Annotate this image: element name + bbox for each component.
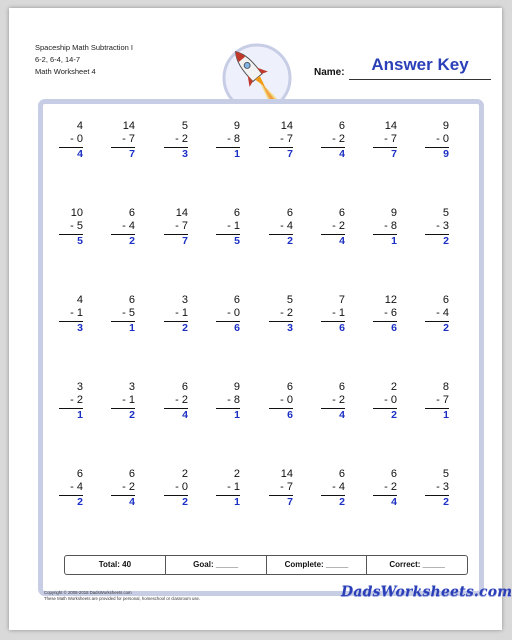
subtraction-problem bbox=[373, 207, 397, 248]
subtrahend: - 7 bbox=[122, 133, 135, 145]
answer: 2 bbox=[129, 235, 135, 247]
answer: 1 bbox=[77, 409, 83, 421]
copyright-line-2: These Math Worksheets are provided for personal, homeschool or classroom use. bbox=[44, 596, 201, 601]
minuend: 7 bbox=[338, 294, 345, 306]
minuend: 6 bbox=[338, 120, 345, 132]
minuend: 14 bbox=[280, 120, 293, 132]
subtrahend: - 7 bbox=[280, 481, 293, 493]
answer: 3 bbox=[182, 148, 188, 160]
answer: 2 bbox=[443, 496, 449, 508]
subtraction-problem bbox=[111, 207, 135, 248]
minuend: 6 bbox=[338, 468, 345, 480]
subtrahend: - 7 bbox=[436, 394, 449, 406]
answer: 4 bbox=[339, 409, 345, 421]
subtraction-problem bbox=[216, 381, 240, 422]
subtrahend: - 1 bbox=[70, 307, 83, 319]
answer: 6 bbox=[287, 409, 293, 421]
subtraction-problem bbox=[269, 468, 293, 509]
complete-cell: Complete: _____ bbox=[267, 556, 368, 574]
answer: 1 bbox=[234, 409, 240, 421]
answer: 4 bbox=[129, 496, 135, 508]
subtrahend: - 3 bbox=[436, 220, 449, 232]
subtraction-problem bbox=[321, 294, 345, 335]
minuend: 3 bbox=[181, 294, 188, 306]
subtraction-problem bbox=[269, 294, 293, 335]
subtrahend: - 0 bbox=[384, 394, 397, 406]
answer: 3 bbox=[77, 322, 83, 334]
problem-row bbox=[47, 120, 475, 207]
subtraction-problem bbox=[59, 294, 83, 335]
answer: 2 bbox=[391, 409, 397, 421]
minuend: 6 bbox=[233, 294, 240, 306]
minuend: 14 bbox=[384, 120, 397, 132]
worksheet-title: Spaceship Math Subtraction I bbox=[35, 43, 133, 52]
subtrahend: - 7 bbox=[280, 133, 293, 145]
minuend: 4 bbox=[76, 120, 83, 132]
total-cell: Total: 40 bbox=[65, 556, 166, 574]
name-line bbox=[349, 79, 491, 80]
subtraction-problem bbox=[373, 468, 397, 509]
subtrahend: - 5 bbox=[122, 307, 135, 319]
subtraction-problem bbox=[269, 120, 293, 161]
subtrahend: - 7 bbox=[384, 133, 397, 145]
subtrahend: - 2 bbox=[175, 394, 188, 406]
subtrahend: - 0 bbox=[175, 481, 188, 493]
minuend: 6 bbox=[181, 381, 188, 393]
subtrahend: - 2 bbox=[384, 481, 397, 493]
subtrahend: - 5 bbox=[70, 220, 83, 232]
minuend: 5 bbox=[181, 120, 188, 132]
subtraction-problem bbox=[321, 120, 345, 161]
minuend: 5 bbox=[442, 207, 449, 219]
minuend: 6 bbox=[286, 207, 293, 219]
answer: 2 bbox=[339, 496, 345, 508]
copyright bbox=[44, 590, 200, 602]
subtrahend: - 2 bbox=[175, 133, 188, 145]
minuend: 9 bbox=[442, 120, 449, 132]
subtrahend: - 0 bbox=[436, 133, 449, 145]
answer: 4 bbox=[77, 148, 83, 160]
problem-row bbox=[47, 294, 475, 381]
answer: 1 bbox=[443, 409, 449, 421]
minuend: 3 bbox=[128, 381, 135, 393]
answer: 6 bbox=[391, 322, 397, 334]
subtraction-problem bbox=[59, 207, 83, 248]
subtrahend: - 4 bbox=[122, 220, 135, 232]
worksheet-header bbox=[35, 42, 133, 78]
minuend: 14 bbox=[122, 120, 135, 132]
minuend: 6 bbox=[286, 381, 293, 393]
answer: 4 bbox=[182, 409, 188, 421]
subtraction-problem bbox=[321, 468, 345, 509]
problem-row bbox=[47, 468, 475, 555]
answer: 6 bbox=[339, 322, 345, 334]
subtrahend: - 0 bbox=[227, 307, 240, 319]
subtraction-problem bbox=[425, 207, 449, 248]
answer: 1 bbox=[234, 496, 240, 508]
answer-key-label: Answer Key bbox=[371, 55, 469, 74]
subtraction-problem bbox=[216, 468, 240, 509]
answer: 6 bbox=[234, 322, 240, 334]
subtraction-problem bbox=[164, 381, 188, 422]
minuend: 9 bbox=[233, 120, 240, 132]
subtraction-problem bbox=[59, 120, 83, 161]
minuend: 6 bbox=[128, 468, 135, 480]
subtrahend: - 1 bbox=[227, 481, 240, 493]
minuend: 14 bbox=[175, 207, 188, 219]
answer: 2 bbox=[443, 322, 449, 334]
answer: 1 bbox=[391, 235, 397, 247]
minuend: 9 bbox=[390, 207, 397, 219]
answer: 2 bbox=[182, 496, 188, 508]
subtrahend: - 0 bbox=[70, 133, 83, 145]
answer: 2 bbox=[443, 235, 449, 247]
subtrahend: - 4 bbox=[70, 481, 83, 493]
subtraction-problem bbox=[59, 468, 83, 509]
minuend: 6 bbox=[390, 468, 397, 480]
answer: 7 bbox=[182, 235, 188, 247]
answer: 4 bbox=[339, 235, 345, 247]
minuend: 12 bbox=[384, 294, 397, 306]
worksheet-number: Math Worksheet 4 bbox=[35, 67, 96, 76]
minuend: 8 bbox=[442, 381, 449, 393]
subtraction-problem bbox=[321, 207, 345, 248]
subtrahend: - 8 bbox=[227, 133, 240, 145]
subtraction-problem bbox=[164, 294, 188, 335]
goal-cell: Goal: _____ bbox=[166, 556, 267, 574]
minuend: 6 bbox=[76, 468, 83, 480]
problem-row bbox=[47, 381, 475, 468]
subtraction-problem bbox=[269, 381, 293, 422]
minuend: 3 bbox=[76, 381, 83, 393]
answer: 1 bbox=[234, 148, 240, 160]
subtraction-problem bbox=[321, 381, 345, 422]
minuend: 14 bbox=[280, 468, 293, 480]
minuend: 6 bbox=[338, 381, 345, 393]
subtrahend: - 6 bbox=[384, 307, 397, 319]
answer: 2 bbox=[77, 496, 83, 508]
answer: 4 bbox=[391, 496, 397, 508]
minuend: 5 bbox=[286, 294, 293, 306]
subtrahend: - 2 bbox=[122, 481, 135, 493]
name-label: Name: bbox=[314, 67, 345, 78]
subtrahend: - 1 bbox=[175, 307, 188, 319]
subtrahend: - 8 bbox=[227, 394, 240, 406]
answer: 4 bbox=[339, 148, 345, 160]
minuend: 6 bbox=[442, 294, 449, 306]
answer: 5 bbox=[234, 235, 240, 247]
problems-grid bbox=[47, 120, 475, 555]
answer: 1 bbox=[129, 322, 135, 334]
subtrahend: - 1 bbox=[122, 394, 135, 406]
answer: 2 bbox=[182, 322, 188, 334]
minuend: 6 bbox=[128, 294, 135, 306]
answer: 2 bbox=[287, 235, 293, 247]
minuend: 2 bbox=[181, 468, 188, 480]
minuend: 6 bbox=[128, 207, 135, 219]
minuend: 2 bbox=[390, 381, 397, 393]
problems-frame bbox=[38, 99, 484, 596]
subtraction-problem bbox=[111, 468, 135, 509]
answer: 2 bbox=[129, 409, 135, 421]
subtraction-problem bbox=[164, 120, 188, 161]
minuend: 6 bbox=[233, 207, 240, 219]
subtraction-problem bbox=[164, 468, 188, 509]
subtraction-problem bbox=[216, 294, 240, 335]
subtrahend: - 2 bbox=[332, 220, 345, 232]
correct-cell: Correct: _____ bbox=[389, 560, 445, 569]
subtrahend: - 2 bbox=[332, 394, 345, 406]
minuend: 10 bbox=[70, 207, 83, 219]
answer: 7 bbox=[391, 148, 397, 160]
subtraction-problem bbox=[111, 294, 135, 335]
subtrahend: - 2 bbox=[332, 133, 345, 145]
worksheet-page bbox=[9, 8, 512, 630]
subtraction-problem bbox=[373, 381, 397, 422]
subtraction-problem bbox=[373, 120, 397, 161]
subtraction-problem bbox=[216, 207, 240, 248]
answer: 5 bbox=[77, 235, 83, 247]
subtrahend: - 4 bbox=[436, 307, 449, 319]
answer: 9 bbox=[443, 148, 449, 160]
answer: 3 bbox=[287, 322, 293, 334]
dadsworksheets-logo: DadsWorksheets.com bbox=[341, 584, 512, 600]
copyright-line-1: Copyright © 2008-2018 DadsWorksheets.com bbox=[44, 590, 132, 595]
problem-row bbox=[47, 207, 475, 294]
subtrahend: - 4 bbox=[332, 481, 345, 493]
answer: 7 bbox=[287, 148, 293, 160]
minuend: 4 bbox=[76, 294, 83, 306]
subtrahend: - 1 bbox=[332, 307, 345, 319]
subtrahend: - 7 bbox=[175, 220, 188, 232]
subtraction-problem bbox=[425, 468, 449, 509]
subtraction-problem bbox=[425, 294, 449, 335]
subtraction-problem bbox=[269, 207, 293, 248]
subtraction-problem bbox=[111, 381, 135, 422]
answer: 7 bbox=[129, 148, 135, 160]
minuend: 6 bbox=[338, 207, 345, 219]
minuend: 2 bbox=[233, 468, 240, 480]
subtraction-problem bbox=[425, 120, 449, 161]
subtrahend: - 4 bbox=[280, 220, 293, 232]
subtraction-problem bbox=[59, 381, 83, 422]
worksheet-facts: 6-2, 6-4, 14-7 bbox=[35, 55, 81, 64]
subtrahend: - 8 bbox=[384, 220, 397, 232]
subtrahend: - 1 bbox=[227, 220, 240, 232]
subtraction-problem bbox=[425, 381, 449, 422]
subtrahend: - 2 bbox=[70, 394, 83, 406]
subtraction-problem bbox=[164, 207, 188, 248]
subtraction-problem bbox=[373, 294, 397, 335]
subtrahend: - 2 bbox=[280, 307, 293, 319]
answer: 7 bbox=[287, 496, 293, 508]
subtrahend: - 0 bbox=[280, 394, 293, 406]
minuend: 5 bbox=[442, 468, 449, 480]
subtrahend: - 3 bbox=[436, 481, 449, 493]
subtraction-problem bbox=[111, 120, 135, 161]
minuend: 9 bbox=[233, 381, 240, 393]
subtraction-problem bbox=[216, 120, 240, 161]
score-bar bbox=[64, 555, 468, 575]
